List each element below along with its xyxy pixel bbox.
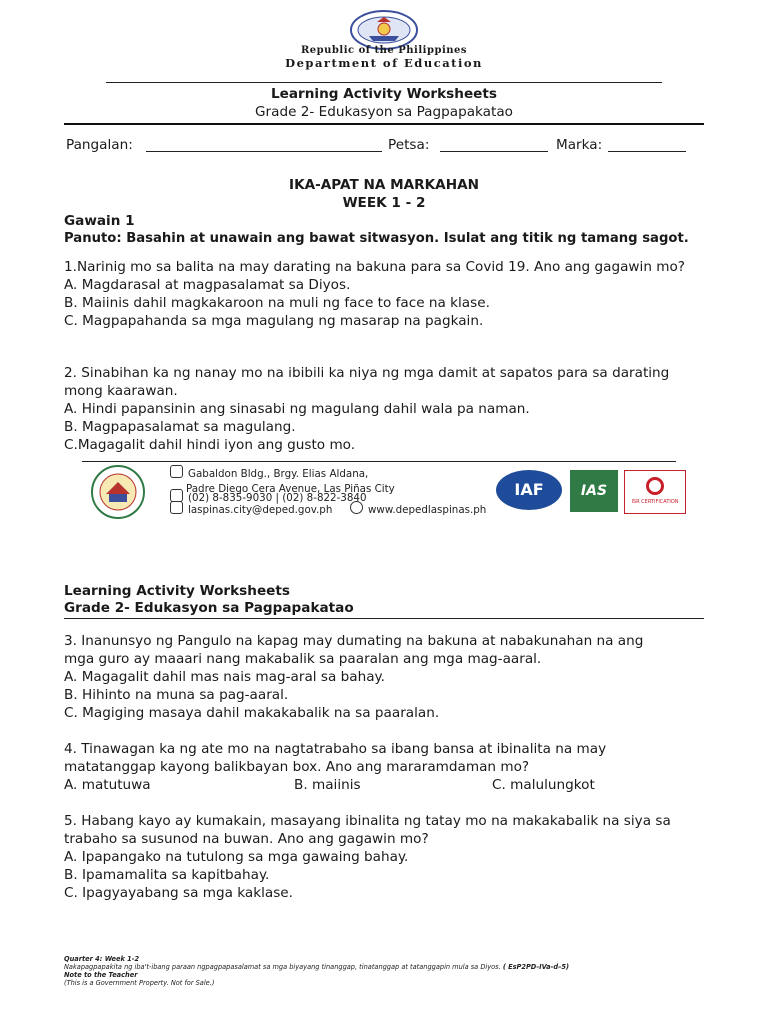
question-4-choice-a: A. matutuwa <box>64 777 151 793</box>
date-field[interactable] <box>440 151 548 152</box>
location-icon <box>170 465 183 478</box>
deped-seal-logo <box>349 8 419 50</box>
footer-competency: Nakapagpapakita ng iba't-ibang paraan ngpagpapasalamat sa mga biyayang tinanggap, tinatanggap at tatanggapin mula sa Diyos. ( EsP2PD-IVa-d–5) <box>64 963 569 971</box>
page-footer <box>64 955 724 987</box>
name-field[interactable] <box>146 151 382 152</box>
date-label: Petsa: <box>388 137 430 153</box>
question-1-choice-a: A. Magdarasal at magpasalamat sa Diyos. <box>64 277 351 293</box>
worksheet-title-2: Learning Activity Worksheets <box>64 583 290 599</box>
question-3-stem-line-2: mga guro ay maaari nang makabalik sa paaralan ang mga mag-aaral. <box>64 651 542 667</box>
question-3-choice-c: C. Magiging masaya dahil makakabalik na sa paaralan. <box>64 705 440 721</box>
score-label: Marka: <box>556 137 603 153</box>
quarter-heading: IKA-APAT NA MARKAHAN <box>289 177 479 193</box>
activity-instruction: Panuto: Basahin at unawain ang bawat sitwasyon. Isulat ang titik ng tamang sagot. <box>64 231 689 246</box>
footer-property: (This is a Government Property. Not for Sale.) <box>64 979 215 987</box>
question-4-choice-b: B. maiinis <box>294 777 361 793</box>
question-5-choice-b: B. Ipamamalita sa kapitbahay. <box>64 867 270 883</box>
question-4 <box>64 740 704 794</box>
worksheet-subject-2: Grade 2- Edukasyon sa Pagpapakatao <box>64 600 354 616</box>
question-5-choice-c: C. Ipagyayabang sa mga kaklase. <box>64 885 293 901</box>
question-2-stem: 2. Sinabihan ka ng nanay mo na ibibili ka niya ng mga damit at sapatos para sa darating mong kaarawan. <box>64 365 670 399</box>
worksheet-subject: Grade 2- Edukasyon sa Pagpapakatao <box>255 104 513 120</box>
website-line: www.depedlaspinas.ph <box>350 501 486 518</box>
globe-icon <box>350 501 363 514</box>
question-5 <box>64 812 704 902</box>
email-line: laspinas.city@deped.gov.ph <box>170 501 332 518</box>
contact-divider <box>82 461 676 462</box>
question-4-stem-line-2: matatanggap kayong balikbayan box. Ano ang mararamdaman mo? <box>64 759 530 775</box>
worksheet-title: Learning Activity Worksheets <box>271 86 497 102</box>
email-icon <box>170 501 183 514</box>
question-3-stem-line-1: 3. Inanunsyo ng Pangulo na kapag may dumating na bakuna at nabakunahan na ang <box>64 633 644 649</box>
question-2-choice-a: A. Hindi papansinin ang sinasabi ng magulang dahil wala pa naman. <box>64 401 530 417</box>
division-seal-logo <box>84 464 152 520</box>
question-3-choice-b: B. Hihinto na muna sa pag-aaral. <box>64 687 289 703</box>
question-3-choice-a: A. Magagalit dahil mas nais mag-aral sa bahay. <box>64 669 385 685</box>
week-heading: WEEK 1 - 2 <box>342 195 426 211</box>
question-1-choice-b: B. Maiinis dahil magkakaroon na muli ng face to face na klase. <box>64 295 490 311</box>
question-1-stem: 1.Narinig mo sa balita na may darating na bakuna para sa Covid 19. Ano ang gagawin mo? <box>64 259 686 275</box>
question-2-choice-b: B. Magpapasalamat sa magulang. <box>64 419 296 435</box>
iaf-logo: IAF <box>496 470 562 510</box>
address-line-1: Gabaldon Bldg., Brgy. Elias Aldana, <box>170 465 368 482</box>
question-4-stem-line-1: 4. Tinawagan ka ng ate mo na nagtatrabaho sa ibang bansa at ibinalita na may <box>64 741 607 757</box>
question-5-stem-line-1: 5. Habang kayo ay kumakain, masayang ibinalita ng tatay mo na makakabalik na siya sa <box>64 813 671 829</box>
isr-certification-logo: ISR CERTIFICATION <box>624 470 686 514</box>
title-divider <box>64 123 704 125</box>
question-3 <box>64 632 704 722</box>
name-label: Pangalan: <box>66 137 133 153</box>
question-4-choice-c: C. malulungkot <box>492 777 595 793</box>
page2-divider <box>64 618 704 619</box>
question-2-choice-c: C.Magagalit dahil hindi iyon ang gusto mo. <box>64 437 356 453</box>
fields-row <box>66 137 706 157</box>
score-field[interactable] <box>608 151 686 152</box>
question-1 <box>64 258 704 330</box>
ias-logo: IAS <box>570 470 618 512</box>
address-line-2: Padre Diego Cera Avenue, Las Piñas City <box>186 483 395 495</box>
republic-header: Republic of the Philippines <box>300 45 467 56</box>
question-1-choice-c: C. Magpapahanda sa mga magulang ng masarap na pagkain. <box>64 313 484 329</box>
question-5-choice-a: A. Ipapangako na tutulong sa mga gawaing bahay. <box>64 849 409 865</box>
question-5-stem-line-2: trabaho sa susunod na buwan. Ano ang gagawin mo? <box>64 831 429 847</box>
footer-note: Note to the Teacher <box>64 971 138 979</box>
header-divider <box>106 82 662 83</box>
phone-line: (02) 8-835-9030 | (02) 8-822-3840 <box>170 489 367 506</box>
question-2 <box>64 364 704 454</box>
activity-title: Gawain 1 <box>64 213 135 229</box>
department-header: Department of Education <box>285 56 483 70</box>
footer-quarter: Quarter 4: Week 1-2 <box>64 955 140 963</box>
